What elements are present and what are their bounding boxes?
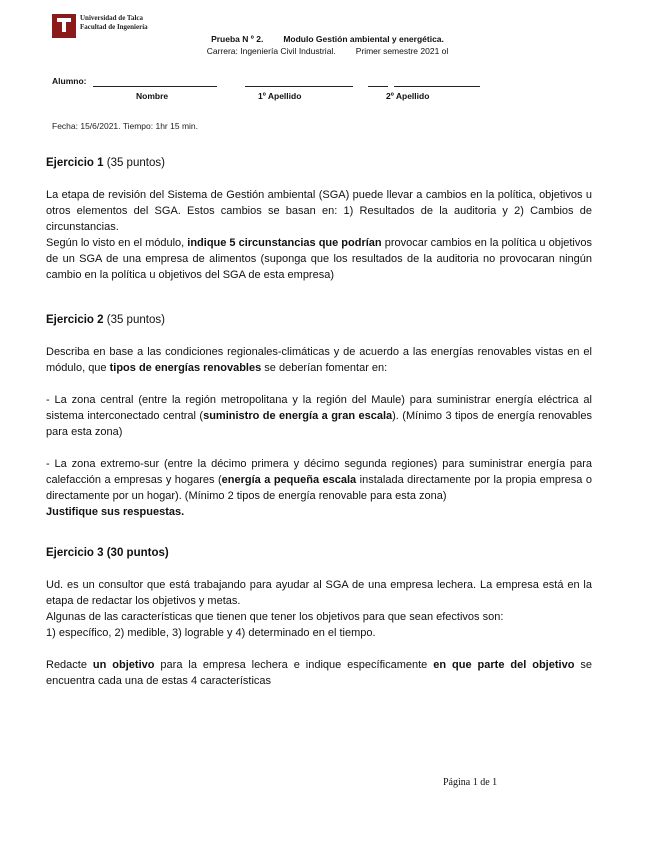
text-run: se deberían fomentar en:	[261, 362, 388, 374]
bold-run: tipos de energías renovables	[109, 362, 262, 374]
text-run: instalada directamente por la propia empresa o directamente por un hogar). (Mínimo 2 tipos de energía renovable para esta zona)	[46, 474, 592, 502]
text-run: - La zona central (entre la región metropolitana y la región del Maule) para suministrar energía eléctrica al sistema interconectado central (	[46, 394, 592, 422]
name-line	[93, 86, 217, 87]
exam-date: Fecha: 15/6/2021. Tiempo: 1hr 15 min.	[52, 121, 199, 131]
surname1-label: 1º Apellido	[258, 91, 302, 101]
exercise-2-para-1	[46, 344, 592, 376]
page-number: Página 1 de 1	[443, 777, 498, 788]
bold-run: en que parte del objetivo	[433, 659, 575, 671]
exercise-1-points: (35 puntos)	[103, 157, 165, 169]
exercise-3-para-2: Algunas de las características que tienen que tener los objetivos para que sean efectivos son:	[46, 611, 504, 623]
semester: Primer semestre 2021 ol	[355, 46, 449, 56]
text-run: Describa en base a las condiciones regionales-climáticas y de acuerdo a las energías renovables vistas en el módulo, que	[46, 346, 592, 374]
logo-text	[80, 14, 148, 32]
exercise-1-para-1: La etapa de revisión del Sistema de Gestión ambiental (SGA) puede llevar a cambios en la política, objetivos u otros elementos del SGA. Estos cambios se basan en: 1) Resultados de la auditoria y 2) Cambios de circunstancias.	[46, 189, 592, 233]
bold-run: energía a pequeña escala	[221, 474, 357, 486]
exercise-3-para-4	[46, 657, 592, 689]
text-run: - La zona extremo-sur (entre la décimo primera y décimo segunda regiones) para suministrar energía para calefacción a empresas y hogares (	[46, 458, 592, 486]
surname2-line-b	[394, 86, 480, 87]
bold-run: un objetivo	[92, 659, 155, 671]
exam-title	[0, 34, 655, 44]
surname1-line	[245, 86, 353, 87]
logo-text-line-1: Universidad de Talca	[80, 14, 144, 22]
module-name: Modulo Gestión ambiental y energética.	[283, 34, 444, 44]
text-run: para la empresa lechera e indique específicamente	[154, 659, 434, 671]
exercise-2-points: (35 puntos)	[103, 314, 165, 326]
surname2-label: 2º Apellido	[386, 91, 430, 101]
text-run: Redacte	[46, 659, 93, 671]
text-run: provocar cambios en la política u objetivos de un SGA de una empresa de alimentos (suponga que los resultados de la auditoria no provocaran ningún cambio en la política u objetivos del SGA de esta empresa)	[46, 237, 592, 281]
exercise-1-para-2	[46, 235, 592, 283]
exercise-3-body	[46, 577, 592, 689]
exercise-3-title	[46, 547, 169, 559]
surname2-line-a	[368, 86, 388, 87]
exercise-3-heading: Ejercicio 3 (30 puntos)	[46, 547, 169, 559]
exercise-3-para-1: Ud. es un consultor que está trabajando para ayudar al SGA de una empresa lechera. La empresa está en la etapa de redactar los objetivos y metas.	[46, 579, 592, 607]
exam-number: Prueba N º 2.	[211, 34, 264, 44]
exercise-1-heading: Ejercicio 1	[46, 157, 104, 169]
exercise-2-para-2	[46, 392, 592, 440]
student-label: Alumno:	[52, 76, 87, 86]
career-line	[0, 46, 655, 56]
exercise-2-justify	[46, 504, 592, 520]
bold-run: indique 5 circunstancias que podrían	[187, 237, 382, 249]
exercise-2-para-3	[46, 456, 592, 504]
exercise-3-para-3: 1) específico, 2) medible, 3) lograble y 4) determinado en el tiempo.	[46, 627, 376, 639]
text-run: Según lo visto en el módulo,	[46, 237, 188, 249]
text-run: se encuentra cada una de estas 4 características	[46, 659, 592, 687]
exercise-1-title	[46, 157, 165, 169]
bold-run: Justifique sus respuestas.	[46, 506, 185, 518]
text-run: ). (Mínimo 3 tipos de energía renovables para esta zona)	[46, 410, 592, 438]
career: Carrera: Ingeniería Civil Industrial.	[206, 46, 336, 56]
exercise-2-heading: Ejercicio 2	[46, 314, 104, 326]
exercise-2-body	[46, 344, 592, 520]
name-label: Nombre	[136, 91, 169, 101]
exercise-1-body	[46, 187, 592, 283]
bold-run: suministro de energía a gran escala	[203, 410, 393, 422]
logo-text-line-2: Facultad de Ingeniería	[80, 23, 148, 31]
logo-mark-stem	[62, 22, 66, 32]
exercise-2-title	[46, 314, 165, 326]
